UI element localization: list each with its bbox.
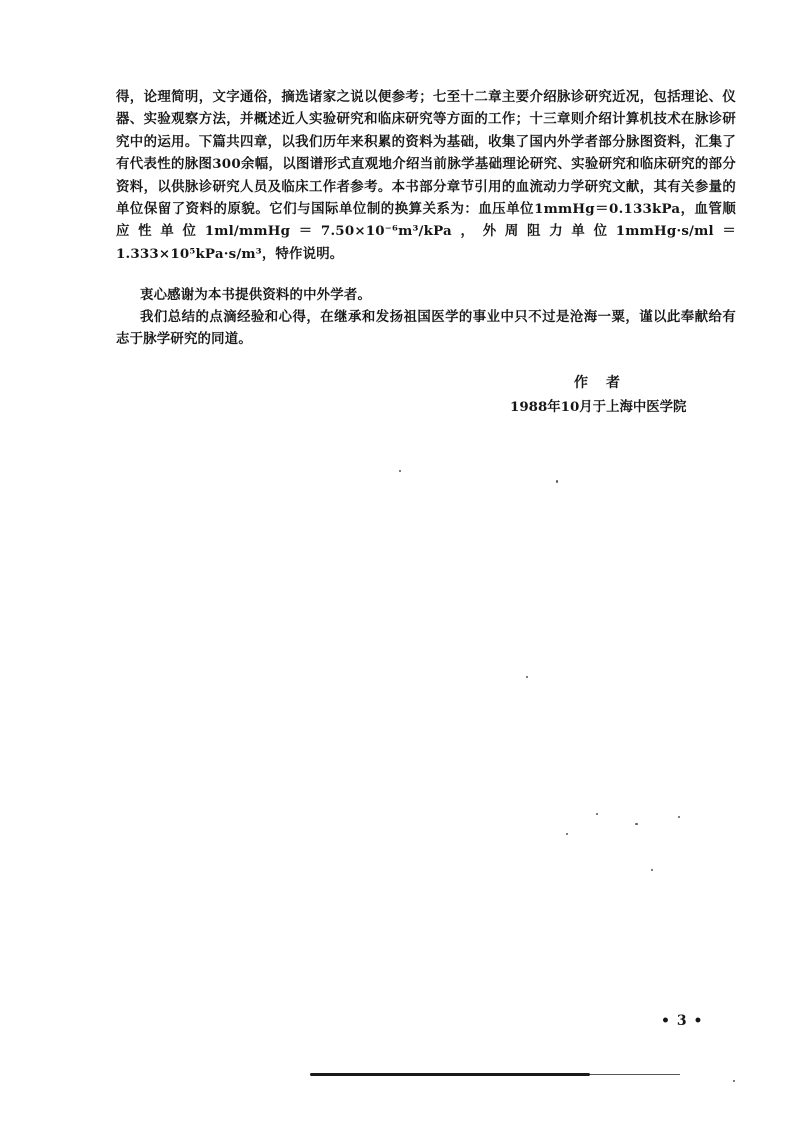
scan-speck xyxy=(733,1080,735,1082)
scan-speck xyxy=(399,470,401,472)
scan-speck xyxy=(678,816,680,818)
signature-author: 作 者 xyxy=(574,375,622,391)
body-paragraph-3: 我们总结的点滴经验和心得，在继承和发扬祖国医学的事业中只不过是沧海一粟，谨以此奉献给有志于脉学研究的同道。 xyxy=(116,309,736,348)
footer-rule-thick xyxy=(310,1073,590,1076)
signature-date-place: 1988年10月于上海中医学院 xyxy=(510,399,687,415)
scan-speck xyxy=(566,833,568,835)
scan-speck xyxy=(556,480,558,483)
page-number: • 3 • xyxy=(661,1013,704,1029)
scan-speck xyxy=(526,676,528,678)
footer-rule-thin xyxy=(590,1074,680,1075)
scan-speck xyxy=(651,869,653,871)
body-paragraph-2: 衷心感谢为本书提供资料的中外学者。 xyxy=(140,287,372,303)
scan-speck xyxy=(596,813,598,815)
body-paragraph-1: 得，论理简明，文字通俗，摘选诸家之说以便参考；七至十二章主要介绍脉诊研究近况，包括理论、仪器、实验观察方法，并概述近人实验研究和临床研究等方面的工作；十三章则介绍计算机技术在脉诊研究中的运用。下篇共四章，以我们历年来积累的资料为基础，收集了国内外学者部分脉图资料，汇集了有代表性的脉图300余幅，以图谱形式直观地介绍当前脉学基础理论研究、实验研究和临床研究的部分资料，以供脉诊研究人员及临床工作者参考。本书部分章节引用的血流动力学研究文献，其有关参量的单位保留了资料的原貌。它们与国际单位制的换算关系为：血压单位1mmHg＝0.133kPa，血管顺应性单位1ml/mmHg＝7.50×10⁻⁶m³/kPa，外周阻力单位1mmHg·s/ml＝1.333×10⁵kPa·s/m³，特作说明。 xyxy=(116,89,736,262)
scan-speck xyxy=(635,823,638,825)
